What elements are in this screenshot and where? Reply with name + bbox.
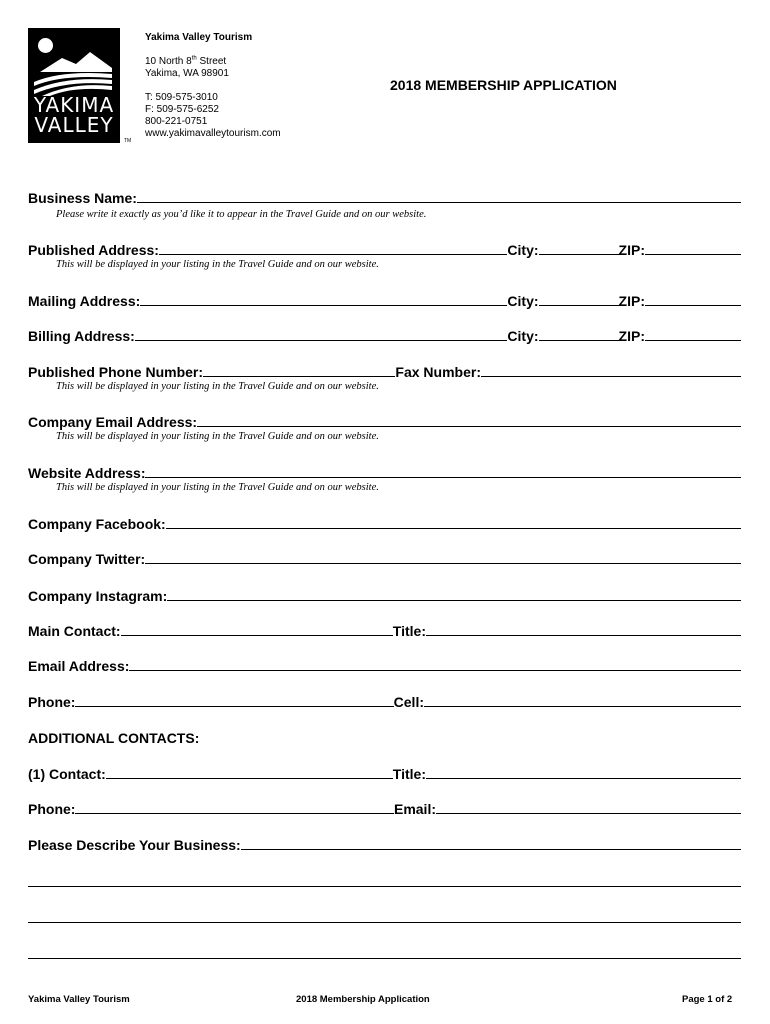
contact1-email-field[interactable]	[436, 799, 741, 814]
describe-business-label: Please Describe Your Business:	[28, 837, 241, 853]
billing-zip-field[interactable]	[645, 326, 741, 341]
main-contact-field[interactable]	[121, 621, 393, 636]
billing-zip-label: ZIP:	[618, 328, 645, 344]
main-contact-label: Main Contact:	[28, 623, 121, 639]
describe-business-field[interactable]	[241, 835, 741, 850]
main-title-label: Title:	[392, 623, 426, 639]
mailing-zip-field[interactable]	[645, 291, 741, 306]
website-row	[28, 463, 741, 481]
twitter-label: Company Twitter:	[28, 551, 146, 567]
mailing-zip-label: ZIP:	[618, 293, 645, 309]
email-address-label: Email Address:	[28, 658, 130, 674]
org-website: www.yakimavalleytourism.com	[145, 128, 281, 139]
instagram-row	[28, 586, 741, 604]
describe-business-row	[28, 835, 741, 853]
published-address-field[interactable]	[159, 240, 507, 255]
trademark-mark: TM	[124, 138, 132, 144]
mailing-address-row	[28, 291, 741, 309]
valley-landscape-icon	[32, 42, 116, 96]
describe-business-line-3[interactable]	[28, 922, 741, 923]
company-email-row	[28, 412, 741, 430]
phone-fax-row	[28, 362, 741, 380]
company-email-note: This will be displayed in your listing in the Travel Guide and on our website.	[56, 431, 379, 442]
website-address-label: Website Address:	[28, 465, 146, 481]
website-note: This will be displayed in your listing in the Travel Guide and on our website.	[56, 482, 379, 493]
phone-label: Phone:	[28, 694, 76, 710]
contact1-field[interactable]	[106, 764, 393, 779]
published-address-note: This will be displayed in your listing in the Travel Guide and on our website.	[56, 259, 379, 270]
billing-city-field[interactable]	[539, 326, 619, 341]
billing-address-row	[28, 326, 741, 344]
mailing-address-label: Mailing Address:	[28, 293, 141, 309]
main-contact-row	[28, 621, 741, 639]
contact1-email-label: Email:	[393, 801, 436, 817]
logo-text-yakima: YAKIMA	[33, 93, 115, 117]
fax-number-label: Fax Number:	[395, 364, 481, 380]
business-name-row	[28, 188, 741, 206]
instagram-field[interactable]	[167, 586, 741, 601]
business-name-note: Please write it exactly as you’d like it to appear in the Travel Guide and on our website.	[56, 209, 427, 220]
published-phone-field[interactable]	[203, 362, 395, 377]
billing-city-label: City:	[507, 328, 539, 344]
contact1-title-label: Title:	[392, 766, 426, 782]
logo-text-valley: VALLEY	[34, 113, 114, 137]
facebook-field[interactable]	[166, 514, 741, 529]
published-phone-label: Published Phone Number:	[28, 364, 204, 380]
additional-contacts-row	[28, 728, 741, 746]
published-address-row	[28, 240, 741, 258]
published-city-field[interactable]	[539, 240, 619, 255]
contact1-label: (1) Contact:	[28, 766, 106, 782]
twitter-field[interactable]	[145, 549, 741, 564]
phone-cell-row	[28, 692, 741, 710]
business-name-label: Business Name:	[28, 190, 137, 206]
yakima-valley-logo	[28, 28, 120, 143]
billing-address-label: Billing Address:	[28, 328, 135, 344]
footer-doc-title: 2018 Membership Application	[296, 994, 430, 1005]
contact1-row	[28, 764, 741, 782]
additional-contacts-heading: ADDITIONAL CONTACTS:	[28, 730, 200, 746]
website-address-field[interactable]	[145, 463, 741, 478]
org-tollfree: 800-221-0751	[145, 116, 208, 127]
email-address-field[interactable]	[129, 656, 741, 671]
mailing-city-field[interactable]	[539, 291, 619, 306]
org-phone: T: 509-575-3010	[145, 92, 218, 103]
contact1-title-field[interactable]	[426, 764, 741, 779]
main-title-field[interactable]	[426, 621, 741, 636]
cell-field[interactable]	[424, 692, 741, 707]
billing-address-field[interactable]	[135, 326, 508, 341]
form-title: 2018 MEMBERSHIP APPLICATION	[390, 77, 617, 93]
cell-label: Cell:	[393, 694, 424, 710]
fax-number-field[interactable]	[481, 362, 741, 377]
org-name: Yakima Valley Tourism	[145, 32, 253, 43]
describe-business-line-4[interactable]	[28, 958, 741, 959]
org-fax: F: 509-575-6252	[145, 104, 219, 115]
email-address-row	[28, 656, 741, 674]
company-email-label: Company Email Address:	[28, 414, 198, 430]
facebook-row	[28, 514, 741, 532]
company-email-field[interactable]	[197, 412, 741, 427]
published-zip-label: ZIP:	[618, 242, 645, 258]
published-phone-note: This will be displayed in your listing in the Travel Guide and on our website.	[56, 381, 379, 392]
twitter-row	[28, 549, 741, 567]
facebook-label: Company Facebook:	[28, 516, 166, 532]
published-address-label: Published Address:	[28, 242, 159, 258]
mailing-address-field[interactable]	[140, 291, 507, 306]
published-zip-field[interactable]	[645, 240, 741, 255]
contact1-phone-email-row	[28, 799, 741, 817]
org-street: 10 North 8th Street	[145, 55, 227, 67]
contact1-phone-label: Phone:	[28, 801, 76, 817]
business-name-field[interactable]	[137, 188, 741, 203]
describe-business-line-2[interactable]	[28, 886, 741, 887]
phone-field[interactable]	[75, 692, 393, 707]
contact1-phone-field[interactable]	[75, 799, 394, 814]
org-city: Yakima, WA 98901	[145, 68, 229, 79]
footer-org: Yakima Valley Tourism	[28, 994, 130, 1005]
instagram-label: Company Instagram:	[28, 588, 168, 604]
mailing-city-label: City:	[507, 293, 539, 309]
published-city-label: City:	[507, 242, 539, 258]
footer-page-number: Page 1 of 2	[682, 994, 733, 1005]
